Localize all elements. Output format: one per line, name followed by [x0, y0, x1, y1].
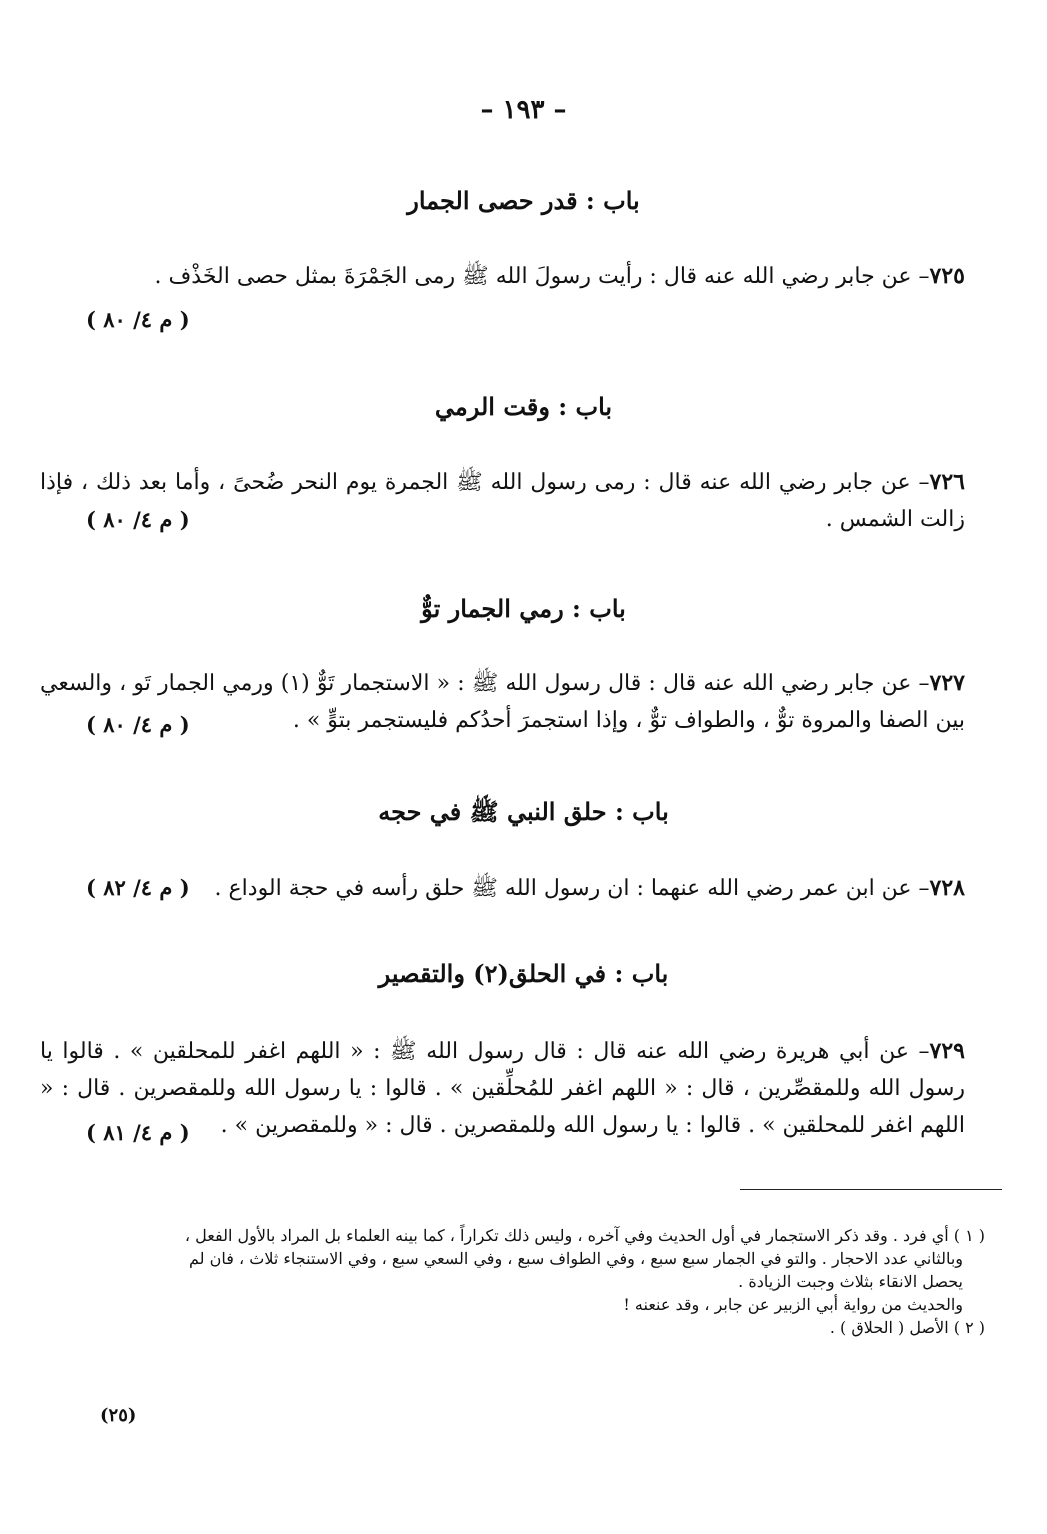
footnote-line: وبالثاني عدد الاحجار . والتو في الجمار سبع سبع ، وفي الطواف سبع ، وفي السعي سبع ، وفي الاستنجاء ثلاث ، فان لم [189, 1249, 963, 1268]
footnote-line: يحصل الانقاء بثلاث وجبت الزيادة . [738, 1272, 963, 1291]
hadith-number: ٧٢٩ [929, 1038, 965, 1064]
hadith-body: – عن ابن عمر رضي الله عنهما : ان رسول الله ﷺ حلق رأسه في حجة الوداع . [214, 876, 930, 901]
chapter-heading: باب : وقت الرمي [434, 392, 613, 421]
sheet-number: (٢٥) [100, 1405, 137, 1426]
hadith-number: ٧٢٨ [929, 875, 965, 901]
page-number: – ١٩٣ – [480, 95, 567, 125]
chapter-heading: باب : حلق النبي ﷺ في حجه [378, 797, 669, 826]
hadith-number: ٧٢٦ [929, 469, 965, 495]
hadith-number: ٧٢٥ [929, 263, 965, 289]
chapter-heading: باب : في الحلق(٢) والتقصير [378, 959, 669, 988]
hadith-reference: ( م ٤/ ٨٠ ) [86, 507, 190, 532]
hadith-reference: ( م ٤/ ٨١ ) [86, 1120, 190, 1145]
hadith-body: – عن جابر رضي الله عنه قال : رمى رسول الله ﷺ الجمرة يوم النحر ضُحىً ، وأما بعد ذلك ، فإذا زالت الشمس . [40, 470, 965, 532]
hadith-number: ٧٢٧ [929, 670, 965, 696]
hadith-reference: ( م ٤/ ٨٠ ) [86, 712, 190, 737]
footnotes [50, 1224, 985, 1339]
footnote-line: والحديث من رواية أبي الزبير عن جابر ، وقد عنعنه ! [623, 1295, 963, 1314]
hadith-text [40, 258, 965, 295]
footnote-line: ( ١ ) أي فرد . وقد ذكر الاستجمار في أول الحديث وفي آخره ، وليس ذلك تكراراً ، كما بينه العلماء بل المراد بالأول الفعل ، [184, 1226, 985, 1245]
hadith-reference: ( م ٤/ ٨٠ ) [86, 307, 190, 332]
hadith-reference: ( م ٤/ ٨٢ ) [86, 875, 190, 900]
hadith-body: – عن جابر رضي الله عنه قال : رأيت رسولَ الله ﷺ رمى الجَمْرَةَ بمثل حصى الخَذْف . [154, 264, 930, 289]
hadith-body: – عن جابر رضي الله عنه قال : قال رسول الله ﷺ : « الاستجمار تَوٌّ (١) ورمي الجمار تَو ، والسعي بين الصفا والمروة توٌّ ، والطواف توٌّ ، وإذا استجمرَ أحدُكم فليستجمر بتوٍّ » . [40, 671, 965, 733]
footnote-line: ( ٢ ) الأصل ( الحلاق ) . [829, 1318, 985, 1337]
chapter-heading: باب : رمي الجمار توٌّ [421, 594, 626, 623]
footnote-divider [740, 1189, 1002, 1190]
chapter-heading: باب : قدر حصى الجمار [407, 186, 640, 215]
hadith-body: – عن أبي هريرة رضي الله عنه قال : قال رسول الله ﷺ : « اللهم اغفر للمحلقين » . قالوا يا رسول الله وللمقصِّرين ، قال : « اللهم اغفر للمُحلِّقين » . قالوا : يا رسول الله وللمقصرين . قال : « اللهم اغفر للمحلقين » . قالوا : يا رسول الله وللمقصرين . قال : « وللمقصرين » . [40, 1039, 965, 1138]
